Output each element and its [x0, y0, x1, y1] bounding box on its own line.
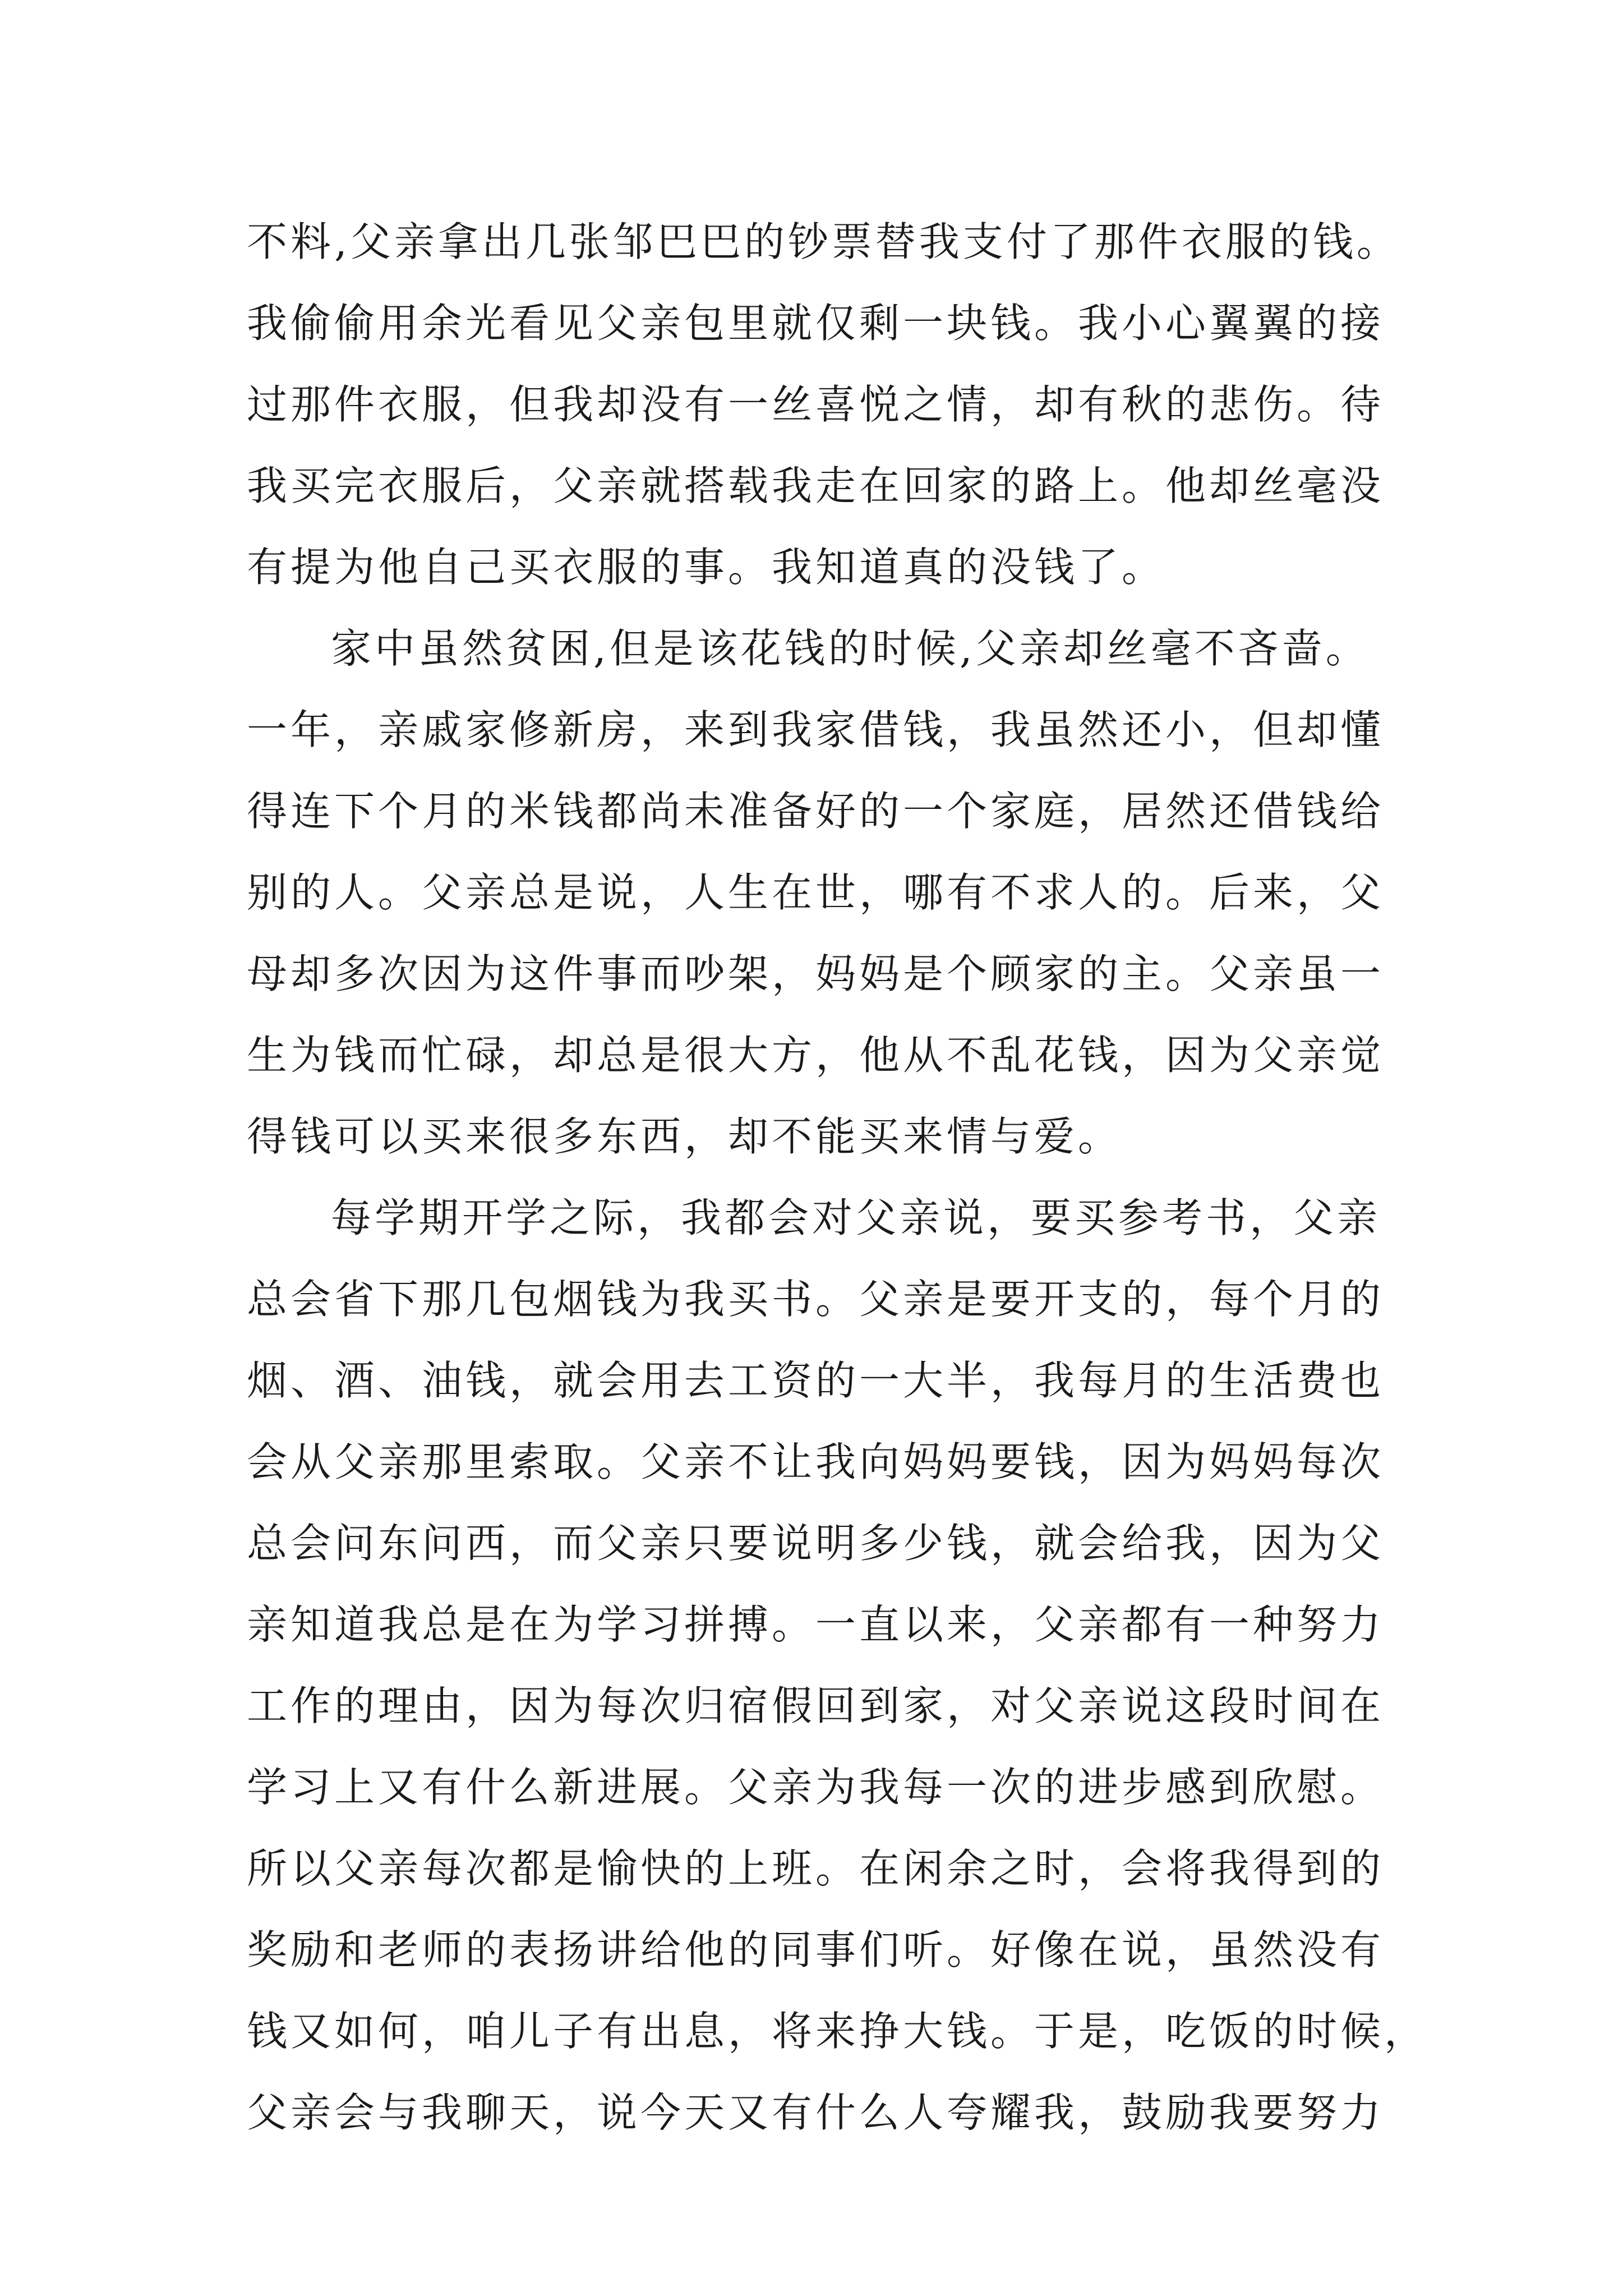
text-line-12: 得钱可以买来很多东西，却不能买来情与爱。 [247, 1113, 1122, 1160]
text-line-15: 烟、酒、油钱，就会用去工资的一大半，我每月的生活费也 [247, 1357, 1385, 1404]
text-line-23: 钱又如何，咱儿子有出息，将来挣大钱。于是，吃饭的时候， [247, 2008, 1428, 2055]
text-line-17: 总会问东问西，而父亲只要说明多少钱，就会给我，因为父 [247, 1520, 1385, 1567]
text-line-16: 会从父亲那里索取。父亲不让我向妈妈要钱，因为妈妈每次 [247, 1438, 1385, 1485]
text-line-3: 过那件衣服，但我却没有一丝喜悦之情，却有秋的悲伤。待 [247, 381, 1385, 428]
text-line-20: 学习上又有什么新进展。父亲为我每一次的进步感到欣慰。 [247, 1764, 1385, 1811]
text-line-4: 我买完衣服后，父亲就搭载我走在回家的路上。他却丝毫没 [247, 462, 1385, 509]
text-line-18: 亲知道我总是在为学习拼搏。一直以来，父亲都有一种努力 [247, 1601, 1385, 1648]
text-line-5: 有提为他自己买衣服的事。我知道真的没钱了。 [247, 544, 1166, 591]
text-line-14: 总会省下那几包烟钱为我买书。父亲是要开支的，每个月的 [247, 1276, 1385, 1323]
text-line-24: 父亲会与我聊天，说今天又有什么人夸耀我，鼓励我要努力 [247, 2089, 1385, 2136]
text-line-21: 所以父亲每次都是愉快的上班。在闲余之时，会将我得到的 [247, 1845, 1385, 1892]
text-line-1: 不料,父亲拿出几张邹巴巴的钞票替我支付了那件衣服的钱。 [247, 218, 1400, 265]
text-line-8: 得连下个月的米钱都尚未准备好的一个家庭，居然还借钱给 [247, 788, 1385, 835]
text-line-11: 生为钱而忙碌，却总是很大方，他从不乱花钱，因为父亲觉 [247, 1032, 1385, 1079]
text-line-7: 一年，亲戚家修新房，来到我家借钱，我虽然还小，但却懂 [247, 706, 1385, 753]
text-line-13: 每学期开学之际，我都会对父亲说，要买参考书，父亲 [331, 1194, 1381, 1241]
text-line-19: 工作的理由，因为每次归宿假回到家，对父亲说这段时间在 [247, 1682, 1385, 1729]
text-line-22: 奖励和老师的表扬讲给他的同事们听。好像在说，虽然没有 [247, 1926, 1385, 1973]
text-line-2: 我偷偷用余光看见父亲包里就仅剩一块钱。我小心翼翼的接 [247, 300, 1385, 347]
text-line-10: 母却多次因为这件事而吵架，妈妈是个顾家的主。父亲虽一 [247, 950, 1385, 997]
text-line-6: 家中虽然贫困,但是该花钱的时候,父亲却丝毫不吝啬。 [331, 625, 1370, 672]
text-line-9: 别的人。父亲总是说，人生在世，哪有不求人的。后来，父 [247, 869, 1385, 916]
